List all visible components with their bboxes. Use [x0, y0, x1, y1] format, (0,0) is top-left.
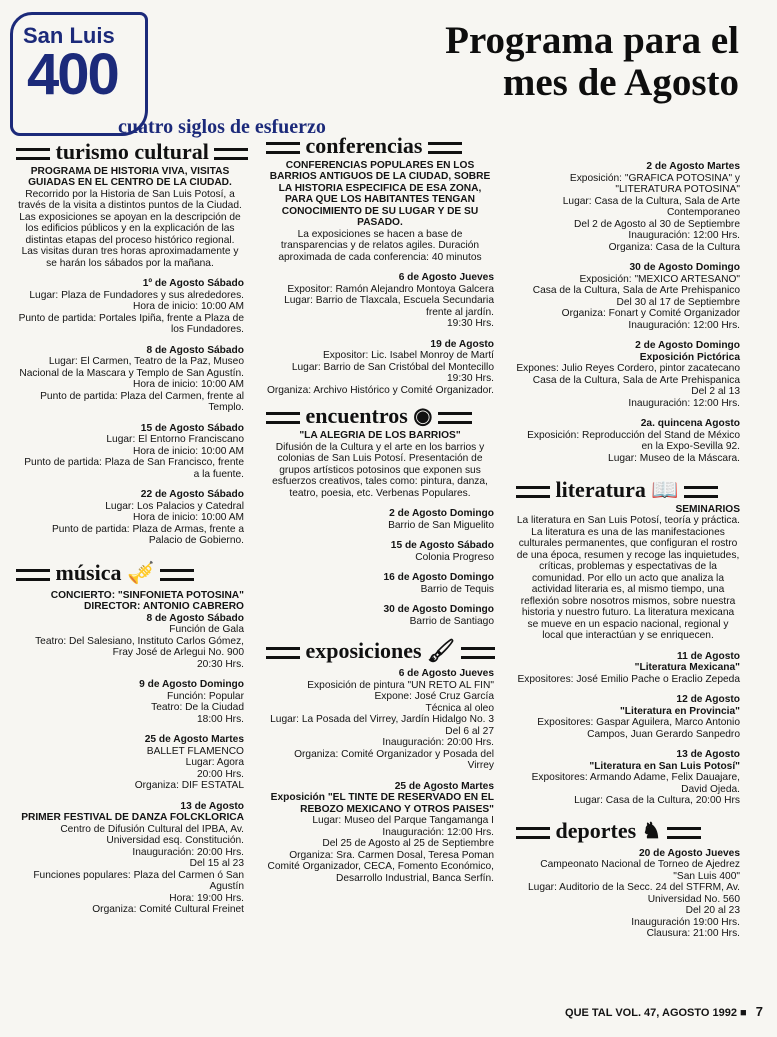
spacer [516, 253, 740, 262]
header-bar-icon [266, 142, 300, 154]
event-block [266, 330, 494, 397]
spacer [16, 670, 244, 679]
title-line-2: mes de Agosto [502, 61, 739, 104]
event-line: Organiza: Fonart y Comité Organizador [561, 308, 740, 319]
header-bar-icon [266, 647, 300, 659]
event-line: Lugar: Agora [185, 757, 244, 769]
turismo-events [16, 269, 244, 547]
event-line: Organiza: DIF ESTATAL [134, 780, 244, 792]
event-line: Expositor: Ramón Alejandro Montoya Galcera [287, 283, 494, 295]
conferencias-header-label: conferencias [305, 133, 423, 158]
event-date: 15 de Agosto Sábado [390, 540, 494, 552]
header-bar-icon [266, 412, 300, 424]
event-block [16, 336, 244, 414]
event-line: Lugar: Museo del Parque Tangamanga I [312, 815, 494, 827]
encuentros-intro: Difusión de la Cultura y el arte en los barrios y colonias de San Luis Potosí. Presentación de grupos artísticos potosinos que exponen sus esfuerzos creativos, tales como: pintura, danza, teatro, poesia, etc. Verbenas Populares. [272, 441, 488, 499]
event-line: Hora de inicio: 10:00 AM [133, 379, 244, 391]
event-line: Exposición: Reproducción del Stand de México en la Expo-Sevilla 92. [527, 429, 740, 452]
event-block [16, 480, 244, 547]
encuentros-header-label: encuentros [305, 403, 408, 429]
trumpet-icon: 🎺 [127, 559, 155, 585]
event-line: 19:30 Hrs. [447, 318, 494, 330]
event-subtitle: "Literatura en San Luis Potosí" [589, 760, 740, 772]
event-line: Casa de la Cultura, Sala de Arte Prehispanico [532, 285, 740, 296]
event-block [16, 414, 244, 481]
spacer [266, 563, 494, 572]
event-line: Punto de partida: Plaza del Carmen, frente al Templo. [40, 390, 244, 414]
paintbrush-icon: 🖌 [427, 638, 456, 664]
event-block [266, 499, 494, 531]
page-number: 7 [755, 1004, 763, 1019]
event-line: Hora de inicio: 10:00 AM [133, 512, 244, 524]
literatura-header-label: literatura [555, 477, 646, 502]
header-bar-icon [428, 142, 462, 154]
event-line: Teatro: De la Ciudad [151, 702, 244, 714]
event-line: 18:00 Hrs. [197, 713, 244, 725]
event-title: 13 de Agosto [180, 800, 244, 812]
event-line: Lugar: Casa de la Cultura, Sala de Arte Contemporaneo [562, 195, 740, 218]
header-bar-icon [516, 827, 550, 839]
event-line: Hora: 19:00 Hrs. [169, 892, 244, 904]
spacer [266, 772, 494, 781]
literatura-intro-1: La literatura en San Luis Potosí, teoría y práctica. [516, 515, 740, 527]
event-line: Lugar: Plaza de Fundadores y sus alrededores. [29, 289, 244, 301]
event-line: Colonia Progreso [415, 551, 494, 563]
event-date: 15 de Agosto Sábado [140, 422, 244, 434]
event-block [516, 152, 740, 253]
event-block [266, 563, 494, 595]
event-line: Clausura: 21:00 Hrs. [646, 928, 740, 940]
event-block [516, 409, 740, 464]
event-block [16, 725, 244, 792]
event-line: Inauguración: 12:00 Hrs. [382, 826, 494, 838]
event-line: 20:00 Hrs. [197, 768, 244, 780]
event-line: Función: Popular [166, 690, 244, 702]
event-line: Lugar: Museo de la Máscara. [608, 452, 740, 464]
logo-name: San Luis [23, 23, 115, 48]
event-line: 20:30 Hrs. [197, 658, 244, 670]
encuentros-events [266, 499, 494, 627]
event-date: 6 de Agosto Jueves [398, 668, 494, 680]
event-line: BALLET FLAMENCO [146, 745, 244, 757]
event-line: Hora de inicio: 10:00 AM [133, 301, 244, 313]
event-block [266, 263, 494, 330]
conferencias-intro-bold: CONFERENCIAS POPULARES EN LOS BARRIOS ANTIGUOS DE LA CIUDAD, SOBRE LA HISTORIA ESPECIFICA DE ESA ZONA, PARA QUE LOS HABITANTES TENGAN CONOCIMIENTO DE SU LUGAR Y DE SU PASADO. [269, 159, 491, 229]
deportes-header [516, 817, 740, 843]
event-line: Campeonato Nacional de Torneo de Ajedrez "San Luis 400" [540, 859, 740, 882]
musica-header [16, 559, 244, 585]
musica-header-label: música [55, 559, 122, 585]
spacer [266, 263, 494, 272]
event-line: Lugar: Auditorio de la Secc. 24 del STFRM, Av. Universidad No. 560 [528, 882, 740, 905]
spacer [516, 685, 740, 694]
footer [565, 1004, 763, 1019]
event-line: Lugar: Los Palacios y Catedral [105, 500, 244, 512]
event-date: 30 de Agosto Domingo [629, 262, 740, 273]
header-bar-icon [16, 569, 50, 581]
event-date: 2 de Agosto Domingo [635, 340, 740, 351]
turismo-header-label: turismo cultural [55, 139, 209, 164]
header-bar-icon [667, 827, 701, 839]
event-line: Punto de partida: Plaza de San Francisco, frente a la fuente. [24, 457, 244, 480]
event-line: Organiza: Archivo Histórico y Comité Organizador. [266, 384, 494, 396]
event-line: Del 20 al 23 [685, 905, 740, 917]
event-line: Expones: Julio Reyes Cordero, pintor zacatecano [516, 363, 740, 374]
conferencias-intro: La exposiciones se hacen a base de transparencias y de relatos agiles. Duración aproximada de cada conferencia: 40 minutos [278, 228, 482, 263]
literatura-intro-bold: SEMINARIOS [675, 503, 740, 515]
event-date: 2a. quincena Agosto [640, 418, 740, 429]
event-line: Lugar: Barrio de Tlaxcala, Escuela Secundaria frente al jardín. [284, 295, 494, 318]
col3-exposiciones-events [516, 152, 740, 464]
event-title: CONCIERTO: "SINFONIETA POTOSINA" [50, 589, 244, 601]
spacer [266, 531, 494, 540]
spacer [516, 331, 740, 340]
header-bar-icon [684, 486, 718, 498]
event-block [266, 531, 494, 563]
event-line: Exposición de pintura "UN RETO AL FIN" [307, 679, 494, 691]
event-line: Funciones populares: Plaza del Carmen ó San Agustín [33, 869, 244, 893]
event-date: 12 de Agosto [676, 694, 740, 706]
spacer [266, 499, 494, 508]
event-subtitle: Exposición "EL TINTE DE RESERVADO EN EL REBOZO MEXICANO Y OTROS PAISES" [270, 792, 494, 815]
event-line: Inauguración: 12:00 Hrs. [628, 230, 740, 241]
event-date: 25 de Agosto Martes [394, 780, 494, 792]
header-bar-icon [214, 148, 248, 160]
event-line: Del 30 al 17 de Septiembre [616, 296, 740, 308]
event-line: Expositores: Armando Adame, Felix Dauajare, David Ojeda. [531, 772, 740, 795]
encuentros-header [266, 403, 494, 429]
event-date: 11 de Agosto [676, 650, 740, 662]
literatura-header [516, 477, 740, 502]
spacer [16, 336, 244, 345]
event-line: Lugar: Casa de la Cultura, 20:00 Hrs [574, 795, 740, 807]
header-bar-icon [438, 412, 472, 424]
event-date: 16 de Agosto Domingo [383, 572, 494, 584]
header-bar-icon [16, 148, 50, 160]
event-line: Punto de partida: Portales Ipiña, frente a Plaza de los Fundadores. [18, 312, 244, 336]
event-subtitle: "Literatura en Provincia" [619, 705, 740, 717]
event-subtitle: "Literatura Mexicana" [634, 662, 740, 674]
event-line: Del 2 de Agosto al 30 de Septiembre [574, 218, 740, 230]
event-block [516, 331, 740, 409]
swirl-icon: ◉ [413, 403, 433, 429]
deportes-events [516, 839, 740, 940]
event-line: Del 2 al 13 [691, 386, 740, 397]
event-block [516, 642, 740, 686]
event-line: Función de Gala [169, 624, 244, 636]
event-line: Inauguración: 20:00 Hrs. [132, 846, 244, 858]
exposiciones-header [266, 638, 494, 664]
encuentros-intro-bold: "LA ALEGRIA DE LOS BARRIOS" [299, 430, 461, 442]
event-line: Técnica al oleo [425, 702, 494, 714]
event-block [16, 269, 244, 336]
spacer [266, 595, 494, 604]
event-line: 19:30 Hrs. [447, 373, 494, 385]
event-line: Inauguración 19:00 Hrs. [631, 916, 740, 928]
event-title: DIRECTOR: ANTONIO CABRERO [84, 601, 244, 613]
footer-issue: QUE TAL VOL. 47, AGOSTO 1992 ■ [565, 1007, 747, 1019]
event-date: 2 de Agosto Martes [646, 161, 740, 172]
event-line: Exposición: "MEXICO ARTESANO" [579, 273, 740, 285]
event-date: 8 de Agosto Sábado [146, 344, 244, 356]
event-title: 25 de Agosto Martes [144, 734, 244, 746]
event-date: 20 de Agosto Jueves [639, 847, 740, 859]
turismo-intro-bold: PROGRAMA DE HISTORIA VIVA, VISITAS GUIADAS EN EL CENTRO DE LA CIUDAD. [28, 165, 232, 189]
spacer [16, 414, 244, 423]
deportes-header-label: deportes [555, 817, 637, 843]
event-block [266, 772, 494, 885]
event-block [516, 740, 740, 807]
event-block [16, 581, 244, 671]
event-date: 30 de Agosto Domingo [383, 604, 494, 616]
event-block [266, 595, 494, 627]
exposiciones-header-label: exposiciones [305, 638, 422, 664]
spacer [16, 269, 244, 278]
event-line: Organiza: Sra. Carmen Dosal, Teresa Poman Comité Organizador, CECA, Fomento Económico, Desarrollo Industrial, Banca Serfín. [267, 849, 494, 884]
conferencias-header [266, 133, 494, 158]
spacer [516, 409, 740, 418]
book-icon: 📖 [651, 477, 679, 502]
event-line: Punto de partida: Plaza de Armas, frente a Palacio de Gobierno. [52, 523, 244, 547]
event-line: Organiza: Comité Cultural Freinet [92, 904, 244, 916]
chess-piece-icon: ♞ [641, 817, 662, 843]
event-line: Inauguración: 12:00 Hrs. [628, 319, 740, 331]
event-line: Lugar: El Entorno Franciscano [106, 434, 244, 446]
event-line: Del 6 al 27 [445, 725, 494, 737]
spacer [516, 152, 740, 161]
event-line: Barrio de Santiago [409, 615, 494, 627]
event-line: Organiza: Casa de la Cultura [608, 241, 740, 253]
column-2 [266, 133, 494, 884]
musica-events [16, 581, 244, 916]
event-date: 19 de Agosto [430, 338, 494, 350]
event-date: 22 de Agosto Sábado [140, 489, 244, 501]
event-block [516, 253, 740, 331]
event-line: Lugar: Barrio de San Cristóbal del Montecillo [291, 361, 494, 373]
event-line: Inauguración: 12:00 Hrs. [628, 397, 740, 409]
event-line: Inauguración: 20:00 Hrs. [382, 737, 494, 749]
event-line: Centro de Difusión Cultural del IPBA, Av. Universidad esq. Constitución. [60, 823, 244, 847]
logo-number: 400 [27, 42, 118, 107]
event-line: Teatro: Del Salesiano, Instituto Carlos Gómez, Fray José de Arlegui No. 900 [35, 635, 244, 659]
event-line: Hora de inicio: 10:00 AM [133, 445, 244, 457]
event-block [516, 685, 740, 740]
exposiciones-events [266, 659, 494, 884]
event-line: Barrio de San Miguelito [388, 519, 494, 531]
title-line-1: Programa para el [445, 19, 739, 62]
event-line: Expositores: Gaspar Aguilera, Marco Antonio Campos, Juan Gerardo Sanpedro [537, 717, 740, 740]
event-date: 13 de Agosto [676, 749, 740, 761]
column-3 [516, 152, 740, 940]
event-block [516, 839, 740, 940]
event-line: Del 25 de Agosto al 25 de Septiembre [322, 838, 494, 850]
event-title: PRIMER FESTIVAL DE DANZA FOLCKLORICA [21, 812, 244, 824]
spacer [16, 792, 244, 801]
event-line: Expositor: Lic. Isabel Monroy de Martí [323, 350, 494, 362]
literatura-intro: La literatura es una de las manifestaciones culturales permanentes, que configuran el rostro de una época, resumen y recoge las inquietudes, críticas, problemas y espectativas de la comunidad. Por ello un acto que analiza la actividad literaria es, al mismo tiempo, una reflexión sobre nosotros mismos, sobre nuestra historia y nuestro futuro. La literatura mexicana se mueve en un espacio nacional, regional y local que interactúan y se enriquecen. [516, 526, 740, 642]
spacer [16, 480, 244, 489]
event-date: 6 de Agosto Jueves [398, 272, 494, 284]
literatura-events [516, 642, 740, 807]
event-date: 2 de Agosto Domingo [389, 508, 494, 520]
event-line: Expone: José Cruz García [374, 691, 494, 703]
spacer [516, 642, 740, 651]
event-block [16, 792, 244, 916]
event-line: Lugar: El Carmen, Teatro de la Paz, Museo Nacional de la Mascara y Templo de San Agustín. [19, 356, 244, 379]
header-bar-icon [461, 647, 495, 659]
spacer [266, 330, 494, 339]
page-title [379, 20, 739, 104]
event-title: 8 de Agosto Sábado [146, 612, 244, 624]
event-title: 9 de Agosto Domingo [139, 679, 244, 691]
turismo-intro: Recorrido por la Historia de San Luis Potosí, a través de la visita a distintos puntos de la Ciudad. Las exposiciones se apoyan en la descripción de los edificios públicos y en la explicación de las distintas etapas del proceso histórico regional. Las visitas duran tres horas aproximadamente y se harán los sábados por la mañana. [18, 188, 242, 269]
spacer [516, 740, 740, 749]
event-line: Expositores: José Emilio Pache o Eraclio Zepeda [517, 673, 740, 685]
event-date: 1º de Agosto Sábado [142, 278, 244, 290]
event-line: Lugar: La Posada del Virrey, Jardín Hidalgo No. 3 [270, 714, 494, 726]
event-line: Exposición: "GRAFICA POTOSINA" y "LITERATURA POTOSINA" [569, 172, 740, 195]
event-line: Casa de la Cultura, Sala de Arte Prehispanica [532, 374, 740, 386]
conferencias-events [266, 263, 494, 396]
event-line: Del 15 al 23 [189, 858, 244, 870]
header-bar-icon [516, 486, 550, 498]
event-block [266, 659, 494, 772]
column-1 [16, 139, 244, 916]
header-bar-icon [160, 569, 194, 581]
event-line: Organiza: Comité Organizador y Posada del Virrey [294, 748, 494, 772]
spacer [16, 725, 244, 734]
turismo-header [16, 139, 244, 164]
event-subtitle: Exposición Pictórica [639, 351, 740, 363]
event-block [16, 670, 244, 725]
logo-tagline: cuatro siglos de esfuerzo [118, 116, 326, 138]
event-line: Barrio de Tequis [420, 583, 494, 595]
